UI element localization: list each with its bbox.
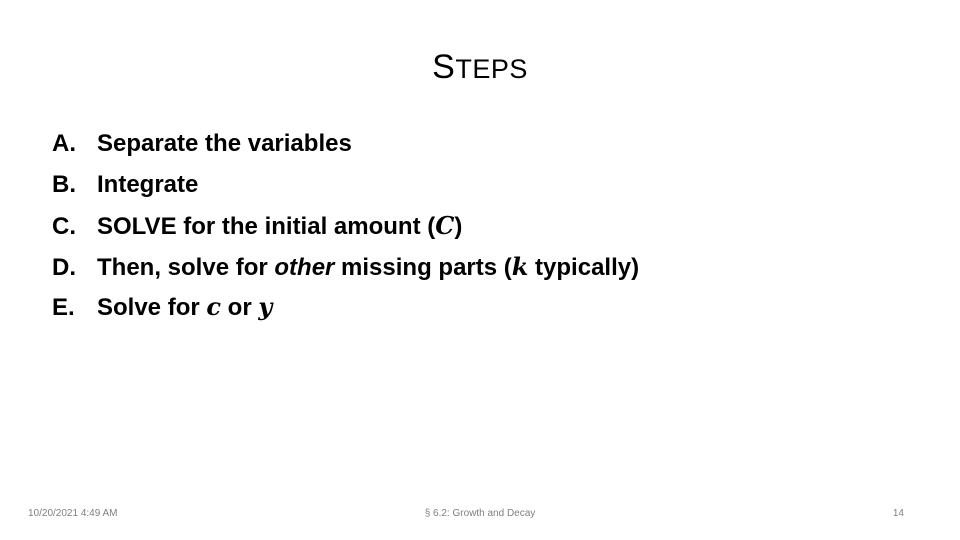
step-c-text-end: ) [454,213,463,240]
step-c [52,211,639,252]
step-d-emphasis: other [274,253,335,281]
step-a-text: Separate the variables [97,130,352,157]
step-e-text-mid: or [220,294,259,321]
step-a [52,130,639,171]
step-marker: C. [52,213,76,240]
step-d-text: Then, solve for [97,253,275,281]
variable-y: y [258,292,273,321]
footer-section: § 6.2: Growth and Decay [424,508,536,519]
step-marker: A. [52,130,76,157]
variable-c: c [206,292,221,321]
step-d-text-end: typically) [528,253,640,281]
footer-date: 10/20/2021 4:49 AM [28,508,118,519]
step-text [97,130,352,158]
slide-title-initial: S [432,48,456,86]
step-marker: B. [52,170,76,198]
step-text [97,171,198,199]
variable-k: k [511,251,529,281]
step-c-text: SOLVE for the initial amount ( [97,213,436,240]
step-e-text: Solve for [97,294,207,321]
step-text [97,292,272,322]
variable-c-capital: C [435,211,455,240]
step-d [52,252,639,293]
step-e [52,292,639,333]
step-text [97,211,462,241]
steps-list [52,130,639,333]
step-text [97,252,639,282]
slide-title [0,48,960,87]
step-marker: D. [52,253,76,281]
step-d-text-mid: missing parts ( [334,253,512,281]
step-b [52,171,639,212]
footer-page-number: 14 [892,508,904,519]
slide-title-rest: TEPS [455,54,528,84]
step-marker: E. [52,294,75,321]
step-b-text: Integrate [97,170,199,198]
